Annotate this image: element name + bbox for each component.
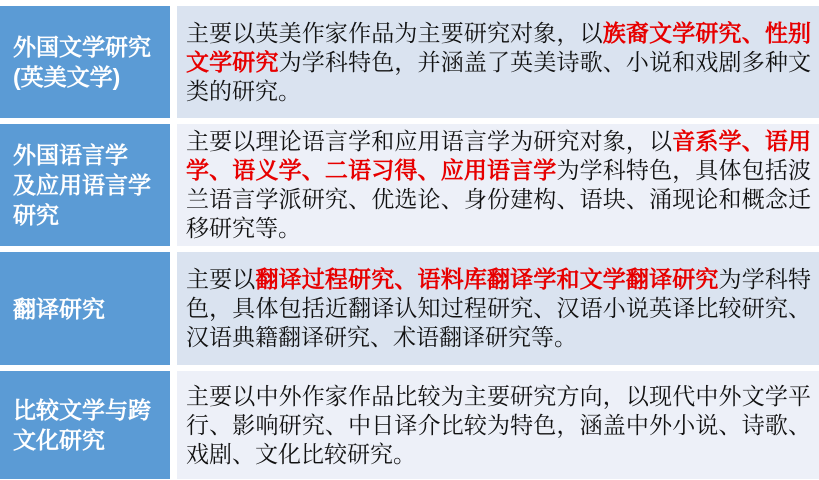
highlighted-keywords: 翻译过程研究、语料库翻译学和文学翻译研究: [255, 267, 719, 292]
category-line: 外国文学研究: [13, 34, 151, 60]
description-text: [186, 382, 811, 469]
plain-text: 主要以英美作家作品为主要研究对象，以: [186, 20, 603, 46]
category-line: 比较文学与跨: [13, 397, 151, 423]
description-cell-1: [177, 6, 819, 118]
highlighted-keywords: 族裔文学研究、性别文学研究: [186, 20, 812, 75]
category-line: 外国语言学: [13, 142, 128, 168]
category-cell-3: [0, 252, 170, 365]
description-cell-4: [177, 371, 819, 479]
description-text: [186, 265, 811, 352]
plain-text: 主要以中外作家作品比较为主要研究方向，以现代中外文学平行、影响研究、中日译介比较为特色，涵盖中外小说、诗歌、戏剧、文化比较研究。: [186, 383, 811, 467]
description-text: [186, 127, 811, 243]
category-line: 文化研究: [13, 427, 105, 453]
category-cell-2: [0, 124, 170, 246]
description-cell-2: [177, 124, 819, 246]
plain-text: 为学科特色，具体包括近翻译认知过程研究、汉语小说英译比较研究、汉语典籍翻译研究、术语翻译研究等。: [186, 267, 812, 350]
category-line: 研究: [13, 202, 59, 228]
plain-text: 主要以理论语言学和应用语言学为研究对象，以: [186, 129, 673, 154]
category-line: 翻译研究: [13, 295, 105, 322]
plain-text: 为学科特色，具体包括波兰语言学派研究、优选论、身份建构、语块、涌现论和概念迁移研究等。: [186, 158, 812, 241]
category-cell-1: [0, 6, 170, 118]
category-line: (英美文学): [13, 64, 121, 90]
description-text: [186, 19, 811, 106]
category-cell-4: [0, 371, 170, 479]
plain-text: 为学科特色，并涵盖了英美诗歌、小说和戏剧多种文类的研究。: [186, 49, 812, 104]
category-line: 及应用语言学: [13, 172, 151, 198]
highlighted-keywords: 音系学、语用学、语义学、二语习得、应用语言学: [186, 129, 812, 183]
plain-text: 主要以: [186, 267, 256, 292]
description-cell-3: [177, 252, 819, 365]
